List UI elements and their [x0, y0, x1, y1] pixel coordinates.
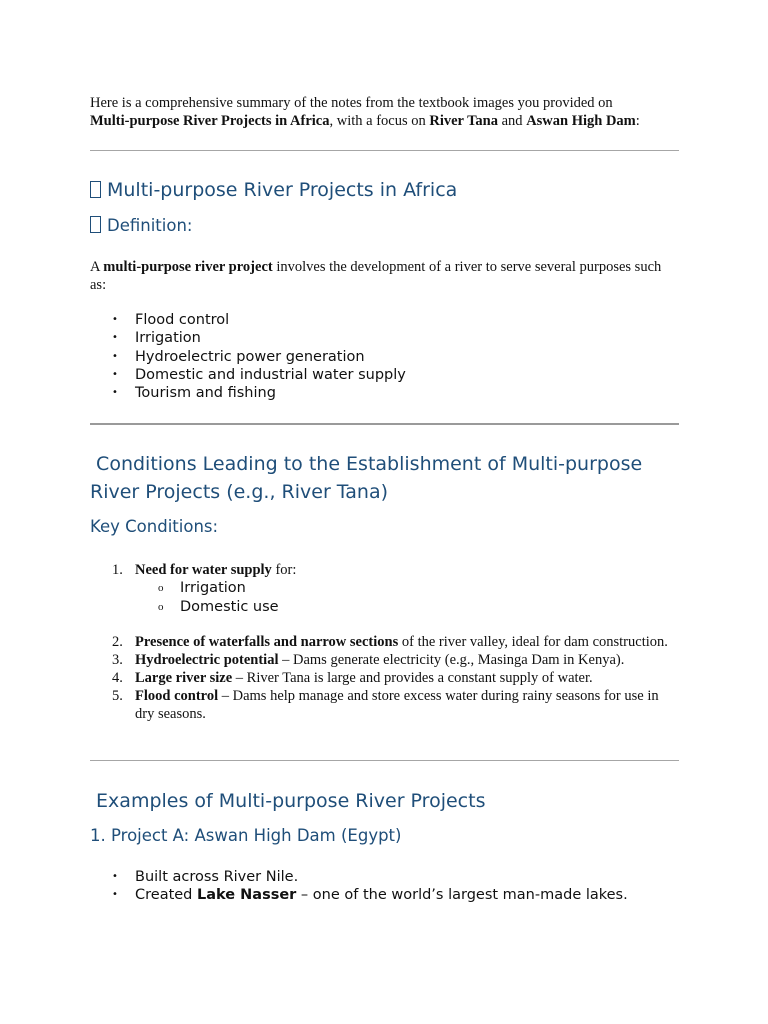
list-item-text: Tourism and fishing	[135, 385, 276, 402]
list-item-text: – one of the world’s largest man-made lakes.	[296, 887, 628, 904]
intro-text: :	[635, 113, 640, 129]
section-heading-text: Multi-purpose River Projects in Africa	[107, 179, 458, 201]
subheading-text: Definition:	[107, 216, 193, 235]
list-item-text: Created	[135, 887, 197, 904]
list-number: 2.	[112, 634, 123, 650]
bullet-icon: •	[112, 387, 118, 399]
list-number: 5.	[112, 688, 123, 704]
list-number: 1.	[112, 562, 123, 578]
bullet-icon: •	[112, 350, 118, 362]
definition-text: A	[90, 259, 104, 275]
section-heading-conditions	[90, 450, 690, 506]
section-heading-text: Examples of Multi-purpose River Projects	[96, 790, 486, 812]
purposes-list	[90, 311, 406, 402]
list-item	[90, 311, 406, 329]
intro-dam: Aswan High Dam	[526, 113, 636, 129]
list-item-text: of the river valley, ideal for dam construction.	[398, 634, 668, 650]
missing-glyph-icon	[90, 181, 101, 198]
list-item-text: Hydroelectric power generation	[135, 348, 365, 365]
sub-list-item	[135, 598, 679, 617]
list-item	[90, 868, 628, 886]
intro-text: , with a focus on	[329, 113, 430, 129]
bullet-icon: •	[112, 332, 118, 344]
intro-topic: Multi-purpose River Projects in Africa	[90, 113, 330, 129]
list-item-text: Built across River Nile.	[135, 869, 299, 885]
list-item	[90, 687, 679, 723]
intro-river: River Tana	[429, 113, 498, 129]
section-heading-projects	[90, 176, 457, 204]
list-item	[90, 366, 406, 384]
bullet-icon: •	[112, 314, 118, 325]
list-item-text: – River Tana is large and provides a constant supply of water.	[232, 670, 593, 686]
divider	[90, 150, 679, 151]
list-item-term: Flood control	[135, 688, 219, 704]
list-item	[90, 561, 679, 616]
list-item-term: Need for water supply	[135, 562, 272, 578]
list-item	[90, 669, 679, 687]
list-item-text: Domestic use	[180, 598, 279, 615]
subheading-key-conditions: Key Conditions:	[90, 517, 219, 536]
section-heading-examples	[90, 787, 485, 815]
divider	[90, 423, 679, 425]
definition-text: involves the development of a river to serve several purposes such as:	[90, 259, 662, 293]
list-number: 4.	[112, 670, 123, 686]
sub-list-item	[135, 579, 679, 598]
list-item	[90, 886, 628, 904]
list-item	[90, 329, 406, 347]
list-item-term: Hydroelectric potential	[135, 652, 279, 668]
list-item	[90, 348, 406, 366]
list-item-text: Flood control	[135, 312, 230, 328]
section-heading-text: Conditions Leading to the Establishment of Multi-purpose	[96, 453, 643, 475]
list-number: 3.	[112, 652, 123, 668]
bullet-icon: •	[112, 889, 118, 901]
list-item-text: Domestic and industrial water supply	[135, 366, 406, 383]
conditions-list	[90, 561, 679, 723]
sub-list	[135, 579, 679, 616]
intro-line1: Here is a comprehensive summary of the notes from the textbook images you provided on	[90, 95, 613, 111]
aswan-facts-list	[90, 868, 628, 905]
list-item-text: Irrigation	[180, 580, 246, 596]
bullet-icon: •	[112, 368, 118, 380]
list-item-term: Presence of waterfalls and narrow sections	[135, 634, 399, 650]
subheading-aswan: 1. Project A: Aswan High Dam (Egypt)	[90, 826, 402, 845]
list-item-text: Irrigation	[135, 330, 201, 347]
definition-term: multi-purpose river project	[103, 259, 273, 275]
circle-bullet-icon: o	[158, 600, 164, 613]
list-item-text: – Dams generate electricity (e.g., Masinga Dam in Kenya).	[278, 652, 625, 668]
list-item	[90, 651, 679, 669]
list-item-term: Large river size	[135, 670, 233, 686]
list-item	[90, 633, 679, 651]
list-item-term: Lake Nasser	[197, 887, 297, 904]
divider	[90, 760, 679, 761]
list-item-text: for:	[271, 562, 297, 578]
missing-glyph-icon	[90, 216, 101, 233]
list-item-text: – Dams help manage and store excess water during rainy seasons for use in dry seasons.	[135, 688, 659, 722]
list-item	[90, 384, 406, 402]
circle-bullet-icon: o	[158, 582, 164, 594]
intro-text: and	[498, 113, 527, 129]
section-heading-text: River Projects (e.g., River Tana)	[90, 481, 388, 503]
subheading-definition	[90, 215, 192, 237]
definition-paragraph	[90, 258, 679, 294]
bullet-icon: •	[112, 871, 118, 882]
intro-paragraph	[90, 94, 679, 130]
